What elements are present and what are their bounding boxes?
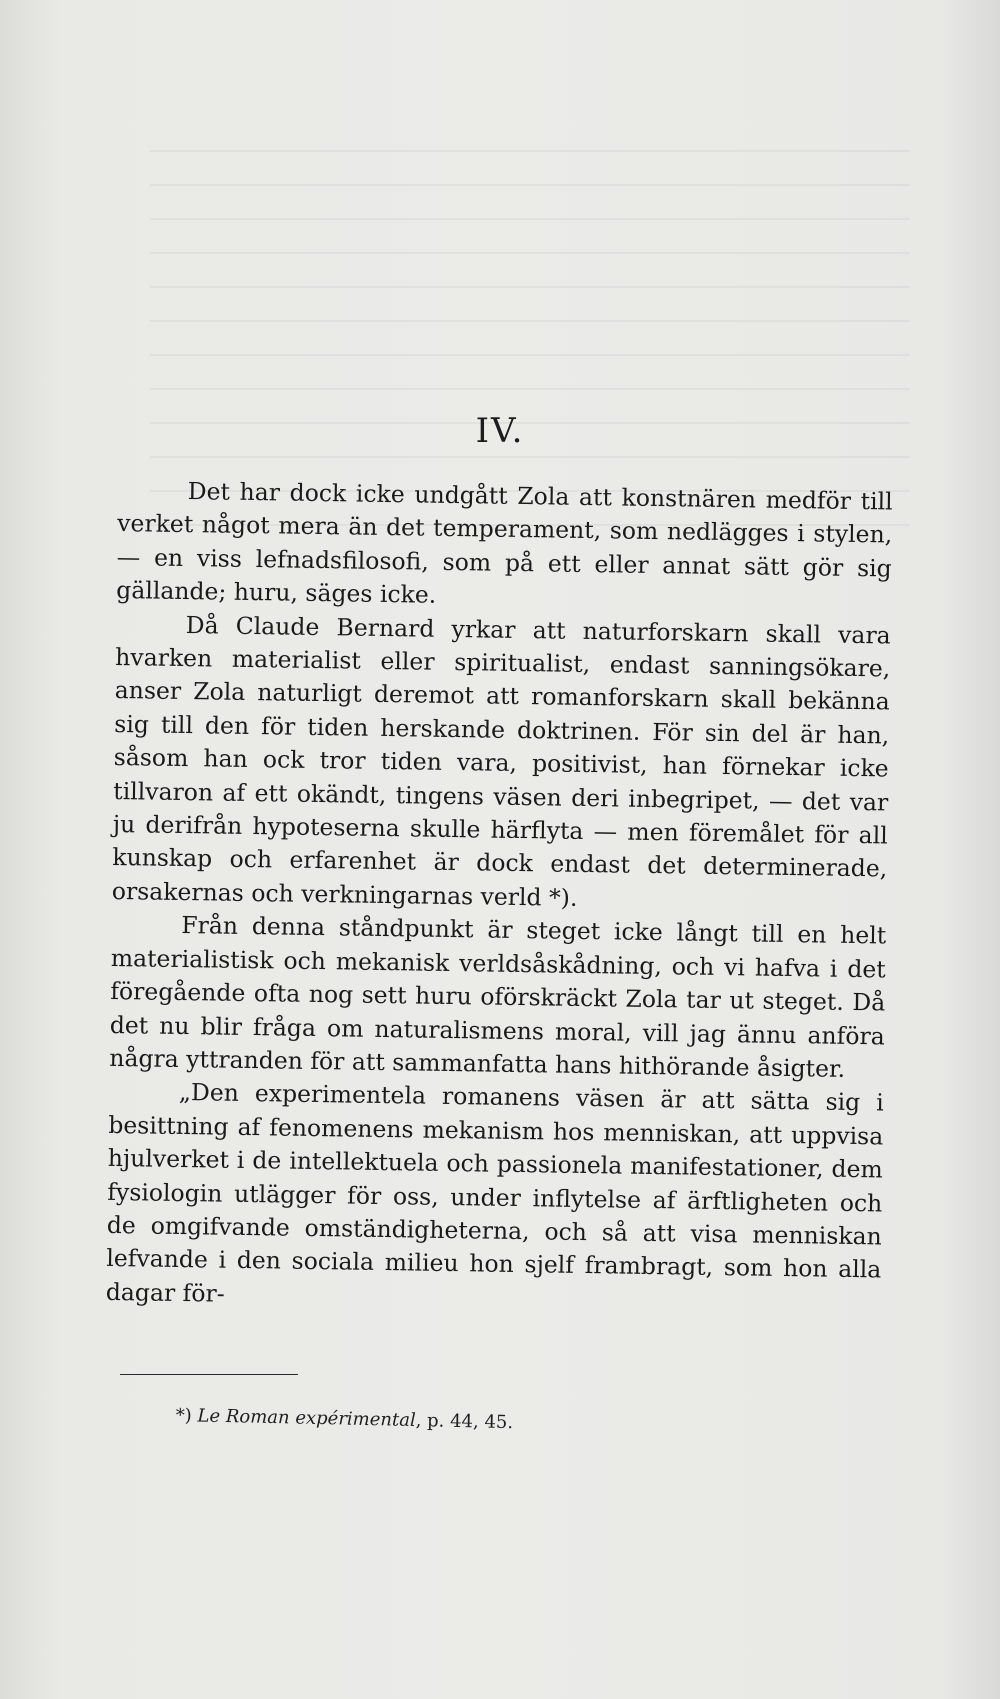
paragraph: Det har dock icke undgått Zola att konstnären medför till verket något mera än det temperament, som nedlägges i stylen, — en viss lefnadsfilosofi, som på ett eller annat sätt gör sig gällande; huru, säges icke. (116, 477, 893, 609)
body-text (106, 474, 893, 1321)
footnote (176, 1405, 514, 1433)
footnote-rule (120, 1374, 298, 1375)
paragraph: Från denna ståndpunkt är steget icke långt till en helt materialistisk och mekanisk verldsåskådning, och vi hafva i det föregående ofta nog sett huru oförskräckt Zola tar ut steget. Då det nu blir fråga om naturalismens moral, vill jag ännu anföra några yttranden för att sammanfatta hans hithörande åsigter. (109, 911, 887, 1083)
paragraph: „Den experimentela romanens väsen är att sätta sig i besittning af fenomenens mekanism hos menniskan, att uppvisa hjulverket i de intellektuela och passionela manifestationer, dem fysiologin utlägger för oss, under inflytelse af ärftligheten och de omgifvande omständigheterna, och så att visa menniskan lefvande i den sociala milieu hon sjelf frambragt, som hon alla dagar för- (105, 1078, 884, 1308)
footnote-reference: , p. 44, 45. (415, 1410, 514, 1434)
paragraph: Då Claude Bernard yrkar att naturforskarn skall vara hvarken materialist eller spiritualist, endast sanningsökare, anser Zola naturligt deremot att romanforskarn skall bekänna sig till den för tiden herskande doktrinen. För sin del är han, såsom han ock tror tiden vara, positivist, han förnekar icke tillvaron af ett okändt, tingens väsen deri inbegripet, — det var ju derifrån hypoteserna skulle härflyta — men föremålet för all kunskap och erfarenhet är dock endast det determinerade, orsakernas och verkningarnas verld *). (111, 610, 891, 912)
chapter-heading: IV. (475, 411, 525, 451)
footnote-marker: *) (175, 1405, 198, 1427)
footnote-title: Le Roman expérimental (197, 1405, 416, 1432)
